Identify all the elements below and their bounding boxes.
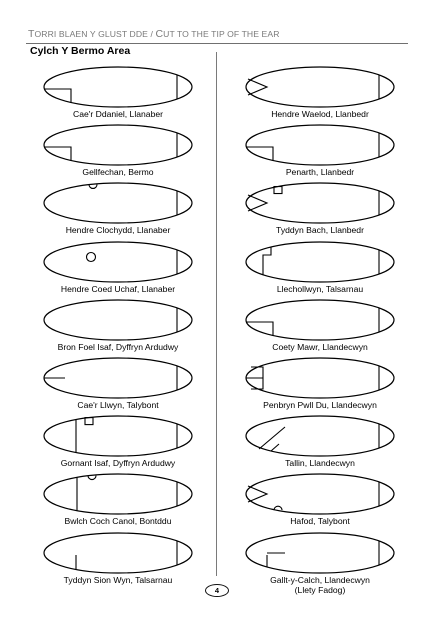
header-text-2: UT TO THE TIP OF THE EAR: [163, 29, 280, 39]
ear-outline: [246, 416, 394, 456]
page-header: [28, 28, 280, 40]
ear-mark-item: [245, 532, 395, 595]
farm-caption: Llechollwyn, Talsarnau: [276, 283, 364, 294]
ear-diagram: [245, 415, 395, 457]
ear-diagram: [245, 357, 395, 399]
half-circle-notch: [88, 476, 96, 480]
header-rule: [26, 43, 408, 44]
ear-mark-item: [43, 182, 193, 238]
header-initial-1: T: [28, 28, 35, 40]
farm-caption: Hafod, Talybont: [290, 516, 350, 527]
farm-caption: Gellfechan, Bermo: [82, 167, 154, 178]
ear-outline: [246, 125, 394, 165]
ear-diagram: [43, 357, 193, 399]
ear-outline: [44, 416, 192, 456]
half-circle-notch: [89, 185, 97, 189]
small-square-notch: [85, 418, 93, 425]
header-text-1: ORRI BLAEN Y GLUST DDE /: [34, 29, 156, 39]
v-notch: [248, 195, 267, 211]
ear-diagram: [43, 532, 193, 574]
section-title: Cylch Y Bermo Area: [30, 45, 131, 57]
ear-diagram: [245, 473, 395, 515]
farm-caption: Cae'r Ddaniel, Llanaber: [72, 109, 164, 119]
ear-mark-item: [245, 182, 395, 238]
ear-outline: [246, 300, 394, 340]
ear-outline: [246, 358, 394, 398]
farm-caption: Tyddyn Bach, Llanbedr: [276, 225, 364, 236]
ear-slit: [259, 427, 285, 449]
ear-mark-item: [43, 532, 193, 588]
farm-caption: Tallin, Llandecwyn: [285, 458, 355, 469]
ear-outline: [44, 242, 192, 282]
ear-diagram: [245, 182, 395, 224]
square-notch: [246, 322, 273, 335]
farm-caption: Bwlch Coch Canol, Bontddu: [64, 516, 172, 527]
ear-mark-item: [43, 415, 193, 471]
v-notch: [248, 486, 267, 502]
header-initial-2: C: [155, 28, 164, 40]
ear-mark-item: [43, 241, 193, 297]
ear-outline: [44, 474, 192, 514]
ear-mark-item: [245, 299, 395, 355]
ear-outline: [44, 300, 192, 340]
ear-outline: [246, 242, 394, 282]
farm-caption: Cae'r Llwyn, Talybont: [77, 400, 159, 410]
square-notch: [246, 147, 273, 160]
farm-caption: Gallt-y-Calch, Llandecwyn (Llety Fadog): [270, 574, 370, 595]
ear-diagram: [245, 241, 395, 283]
ear-mark-item: [245, 124, 395, 180]
ear-outline: [44, 358, 192, 398]
ear-mark-item: [245, 66, 395, 122]
ear-mark-item: [43, 299, 193, 355]
ear-diagram: [43, 241, 193, 283]
v-notch: [248, 79, 267, 95]
farm-caption: Tyddyn Sion Wyn, Talsarnau: [63, 574, 173, 585]
ear-diagram: [245, 66, 395, 108]
ear-diagram: [43, 473, 193, 515]
ear-mark-item: [245, 473, 395, 529]
ear-diagram: [245, 299, 395, 341]
farm-caption: Bron Foel Isaf, Dyffryn Ardudwy: [57, 341, 179, 352]
page-number: 4: [214, 586, 220, 595]
farm-caption: Penbryn Pwll Du, Llandecwyn: [263, 400, 377, 410]
ear-slit: [271, 444, 279, 451]
farm-caption: Penarth, Llanbedr: [285, 167, 355, 178]
square-notch: [44, 89, 71, 102]
ear-mark-item: [245, 415, 395, 471]
ear-diagram: [43, 124, 193, 166]
ear-mark-item: [43, 357, 193, 413]
farm-caption: Hendre Clochydd, Llanaber: [65, 225, 171, 236]
ear-mark-item: [43, 66, 193, 122]
ear-diagram: [245, 532, 395, 574]
step-notch: [263, 247, 271, 275]
farm-caption: Hendre Coed Uchaf, Llanaber: [60, 283, 176, 294]
ear-hole: [87, 252, 96, 261]
ear-diagram: [43, 415, 193, 457]
ear-outline: [44, 533, 192, 573]
ear-mark-item: [245, 241, 395, 297]
page-number-badge: [205, 584, 229, 597]
ear-diagram: [245, 124, 395, 166]
ear-mark-item: [245, 357, 395, 413]
column-divider: [216, 52, 217, 576]
ear-diagram: [43, 182, 193, 224]
ear-outline: [44, 67, 192, 107]
ear-mark-item: [43, 124, 193, 180]
ear-outline: [44, 125, 192, 165]
ear-diagram: [43, 299, 193, 341]
farm-caption: Gornant Isaf, Dyffryn Ardudwy: [60, 458, 176, 469]
farm-caption: Coety Mawr, Llandecwyn: [272, 341, 368, 352]
ear-outline: [44, 183, 192, 223]
farm-caption: Hendre Waelod, Llanbedr: [271, 109, 369, 119]
ear-mark-item: [43, 473, 193, 529]
square-notch: [44, 147, 71, 160]
ear-diagram: [43, 66, 193, 108]
